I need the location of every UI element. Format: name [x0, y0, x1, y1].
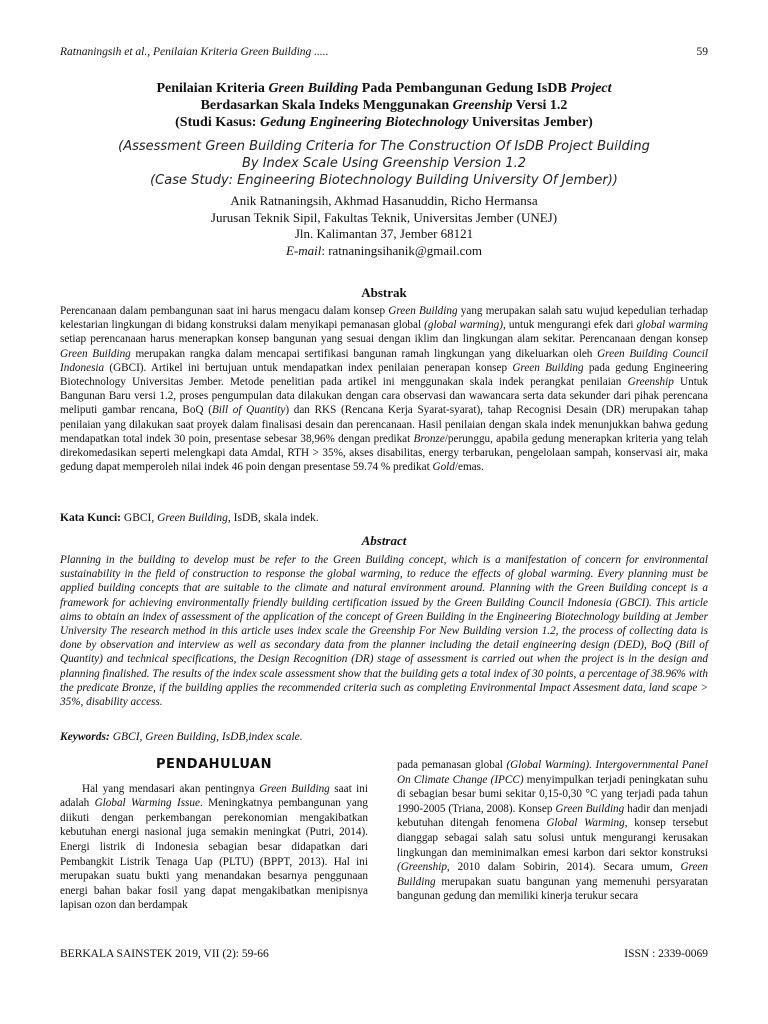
title-text: Penilaian Kriteria — [156, 81, 269, 96]
title-italic: Project — [570, 81, 612, 96]
title-line-2 — [60, 97, 708, 114]
title-text: (Studi Kasus: — [175, 115, 260, 130]
title-line-3 — [60, 114, 708, 131]
email-address[interactable]: : ratnaningsihanik@gmail.com — [321, 242, 483, 258]
page-number: 59 — [696, 46, 708, 58]
kata-kunci: Kata Kunci: GBCI, Green Building, IsDB, skala indek. — [60, 512, 319, 524]
journal-citation: BERKALA SAINSTEK 2019, VII (2): 59-66 — [60, 948, 269, 960]
abstract-text: Planning in the building to develop must be refer to the Green Building concept, which is a manifestation of concern for environmental sustainability in the field of construction to response the global warming, to reduce the effects of global warming. Every planning must be applied building concepts that are suitable to the climate and natural environment around. Planning with the Green Building concept is a framework for achieving environmentally friendly building certification issued by the Green Building Council Indonesia (GBCI). This article aims to obtain an index of assessment of the application of the concept of Green Building in the Engineering Biotechnology building at Jember University The research method in this article uses index scale the Greenship For New Building version 1.2, the process of collecting data is done by observation and interview as well as secondary data from the planner including the detail engineering design (DED), BoQ (Bill of Quantity) and technical specifications, the Design Recognition (DR) stage of assessment is carried out when the project is in the design and planning finalished. The results of the index scale assessment show that the building gets a total index of 30 points, a percentage of 38.96% with the predicate Bronze, if the building applies the recommended criteria such as completing Environmental Impact Assesment data, land scape > 35%, disability access. — [60, 554, 708, 709]
intro-paragraph-continued: pada pemanasan global (Global Warming). Intergovernmental Panel On Climate Change (IPCC) menyimpulkan terjadi peningkatan suhu di sebagian besar bumi sekitar 0,15-0,30 °C yang terjadi pada tahun 1990-2005 (Triana, 2008). Konsep Green Building hadir dan menjadi kebutuhan ditengah fenomena Global Warming, konsep tersebut dianggap sebagai salah satu solusi untuk mengurangi kerusakan lingkungan dan meminimalkan emesi karbon dari sektor konstruksi (Greenship, 2010 dalam Sobirin, 2014). Secara umum, Green Building merupakan suatu bangunan yang memenuhi persyaratan bangunan gedung dan memiliki kinerja terukur secara — [397, 759, 708, 903]
email-label: E-mail — [285, 242, 322, 258]
title-italic: Gedung Engineering Biotechnology — [259, 115, 469, 130]
author-block — [60, 193, 708, 259]
title-text: Pada Pembangunan Gedung IsDB — [358, 81, 571, 96]
running-head-title: Ratnaningsih et al., Penilaian Kriteria Green Building ..... — [60, 46, 329, 58]
intro-right-column — [397, 758, 708, 904]
english-title-line-3: (Case Study: Engineering Biotechnology Building University Of Jember)) — [150, 173, 618, 188]
keywords — [60, 731, 708, 743]
intro-left-column — [60, 758, 368, 913]
pendahuluan-heading: PENDAHULUAN — [156, 757, 272, 772]
english-title-line-2: By Index Scale Using Greenship Version 1.2 — [241, 156, 527, 171]
kata-kunci-label: Kata Kunci: — [60, 512, 122, 524]
issn: ISSN : 2339-0069 — [624, 948, 708, 960]
title-italic: Green Building — [268, 81, 359, 96]
intro-paragraph: Hal yang mendasari akan pentingnya Green Building saat ini adalah Global Warming Issue. Meningkatnya pembangunan yang diikuti dengan perkembangan perekonomian mengakibatkan kebutuhan energi nasional juga semakin meningkat (Putri, 2014). Energi listrik di Indonesia sebagian besar didapatkan dari Pembangkit Listrik Tenaga Uap (PLTU) (BPPT, 2013). Hal ini merupakan suatu bukti yang menandakan besarnya penggunaan energi bahan bakar fosil yang dapat mengakibatkan menipisnya lapisan ozon dan berdampak — [60, 782, 368, 912]
title-text: Universitas Jember) — [468, 115, 593, 130]
title-text: Versi 1.2 — [512, 98, 568, 113]
author-affiliation: Jurusan Teknik Sipil, Fakultas Teknik, Universitas Jember (UNEJ) — [210, 209, 558, 225]
paper-title — [60, 80, 708, 131]
paper-page — [60, 0, 708, 1024]
title-italic: Greenship — [452, 98, 513, 113]
author-email — [60, 243, 708, 260]
english-title — [60, 138, 708, 189]
keywords-label: Keywords: — [60, 731, 110, 743]
english-title-line-1: (Assessment Green Building Criteria for The Construction Of IsDB Project Building — [118, 139, 650, 154]
abstract-body — [60, 553, 708, 709]
page-footer — [60, 948, 708, 960]
running-head — [60, 46, 708, 58]
author-names: Anik Ratnaningsih, Akhmad Hasanuddin, Richo Hermansa — [230, 193, 538, 208]
abstract-heading: Abstract — [361, 533, 407, 548]
abstrak-body: Perencanaan dalam pembangunan saat ini harus mengacu dalam konsep Green Building yang merupakan salah satu wujud kepedulian terhadap kelestarian lingkungan di bidang konstruksi dalam menyikapi pemanasan global (global warming), untuk mengurangi efek dari global warming setiap perencanaan harus menerapkan konsep bangunan yang sesuai dengan iklim dan lingkungan alam sekitar. Perencanaan dengan konsep Green Building merupakan rangka dalam mencapai sertifikasi bangunan ramah lingkungan yang dikeluarkan oleh Green Building Council Indonesia (GBCI). Artikel ini bertujuan untuk mendapatkan index penilaian penerapan konsep Green Building pada gedung Engineering Biotechnology Universitas Jember. Metode penelitian pada artikel ini menggunakan skala indek perangkat penilaian Greenship Untuk Bangunan Baru versi 1.2, proses pengumpulan data dilakukan dengan cara observasi dan wawancara serta data sekunder dari pihak perencana meliputi gambar rencana, BoQ (Bill of Quantity) dan RKS (Rencana Kerja Syarat-syarat), tahap Recognisi Desain (DR) merupakan tahap penilaian yang dilakukan saat proyek dalam finalisasi desain dan perencanaan. Hasil penilaian dengan skala indek menunjukkan bahwa gedung mendapatkan total indek 30 poin, presentase sebesar 38,96% dengan predikat Bronze/perunggu, apabila gedung menerapkan kriteria yang telah direkomedasikan seperti melengkapi data Amdal, RTH > 35%, akses disabilitas, energy terbarukan, pengelolaan sampah, konservasi air, maka gedung dapat memperoleh nilai indek 46 poin dengan presentase 59.74 % predikat Gold/emas. — [60, 305, 709, 474]
abstrak-heading: Abstrak — [361, 285, 407, 300]
author-address: Jln. Kalimantan 37, Jember 68121 — [294, 226, 474, 241]
title-line-1 — [60, 80, 708, 97]
keywords-text: GBCI, Green Building, IsDB,index scale. — [109, 731, 303, 743]
title-text: Berdasarkan Skala Indeks Menggunakan — [200, 98, 453, 113]
